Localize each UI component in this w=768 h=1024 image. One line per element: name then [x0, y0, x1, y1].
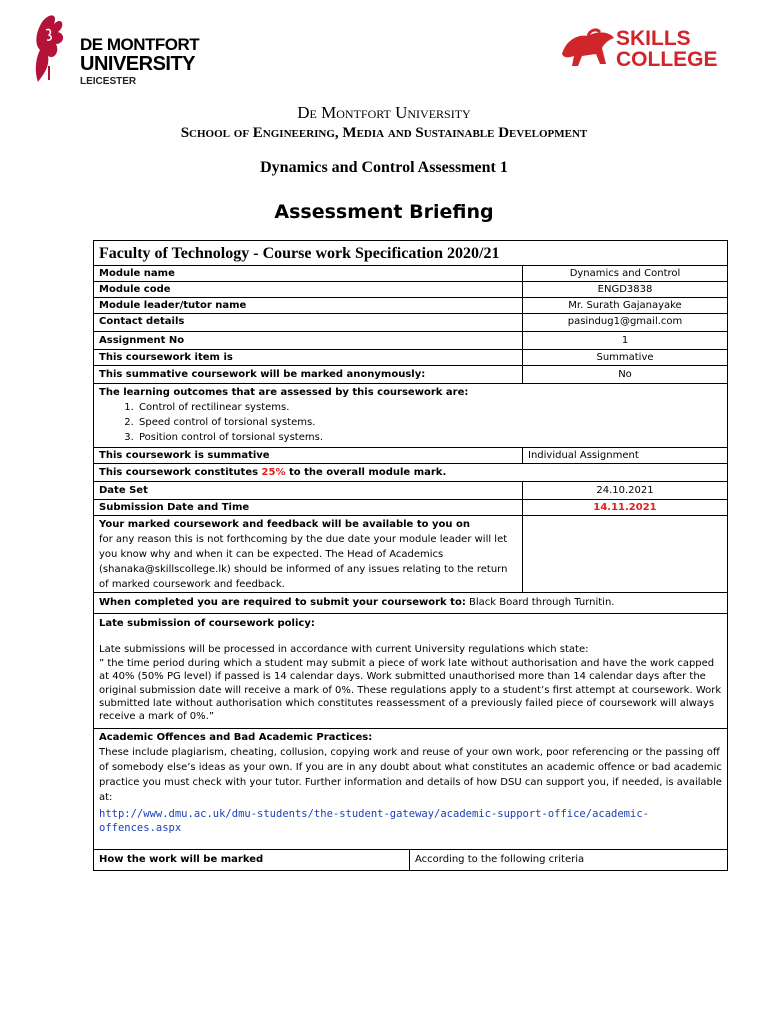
row-label: Module leader/tutor name [94, 298, 523, 314]
skills-logo-line1: SKILLS [616, 27, 691, 50]
table-row [94, 516, 728, 593]
table-row [94, 448, 728, 464]
skills-college-logo [558, 20, 748, 76]
table-row [94, 241, 728, 266]
learning-outcomes [94, 384, 728, 448]
table-row [94, 266, 728, 282]
table-row [94, 728, 728, 849]
feedback-cell [94, 516, 523, 593]
list-item: 2. Speed control of torsional systems. [137, 415, 722, 430]
row-label: This summative coursework will be marked anonymously: [94, 366, 523, 384]
late-policy-text: Late submissions will be processed in accordance with current University regulations which state: [99, 644, 589, 656]
table-row [94, 298, 728, 314]
row-label: This coursework item is [94, 350, 523, 366]
submit-value: Black Board through Turnitin. [465, 597, 615, 608]
briefing-title: Assessment Briefing [274, 201, 494, 223]
table-row [94, 593, 728, 614]
skills-logo-line2: COLLEGE [616, 48, 718, 71]
school-name: School of Engineering, Media and Sustainable Development [180, 125, 588, 141]
row-value: Dynamics and Control [523, 266, 728, 282]
table-row [94, 282, 728, 298]
date-set-value: 24.10.2021 [523, 482, 728, 500]
table-row [94, 849, 728, 870]
submission-date: 14.11.2021 [523, 500, 728, 516]
row-value: Individual Assignment [523, 448, 728, 464]
feedback-value [523, 516, 728, 593]
university-name: De Montfort University [297, 103, 471, 122]
submit-row [94, 593, 728, 614]
weighting-text-pre: This coursework constitutes [99, 467, 262, 478]
dmu-logo-line1: DE MONTFORT [80, 35, 200, 54]
row-value: According to the following criteria [410, 849, 728, 870]
row-value: ENGD3838 [523, 282, 728, 298]
table-row [94, 464, 728, 482]
academic-offences-cell [94, 728, 728, 849]
row-label: Module code [94, 282, 523, 298]
dmu-logo-line2: UNIVERSITY [80, 53, 196, 75]
spec-title: Faculty of Technology - Course work Specification 2020/21 [94, 241, 728, 266]
table-row [94, 482, 728, 500]
lion-icon [558, 24, 618, 74]
list-item: 3. Position control of torsional systems. [137, 430, 722, 445]
table-row [94, 366, 728, 384]
row-value: 1 [523, 332, 728, 350]
row-value: Mr. Surath Gajanayake [523, 298, 728, 314]
outcomes-list [99, 400, 722, 445]
weighting-row [94, 464, 728, 482]
row-label: Contact details [94, 314, 523, 332]
row-label: This coursework is summative [94, 448, 523, 464]
late-policy-cell [94, 614, 728, 729]
outcomes-heading: The learning outcomes that are assessed by this coursework are: [99, 387, 469, 398]
table-row [94, 350, 728, 366]
weighting-text-post: to the overall module mark. [285, 467, 447, 478]
row-value: No [523, 366, 728, 384]
contact-email: pasindug1@gmail.com [523, 314, 728, 332]
submit-label: When completed you are required to submit your coursework to: [99, 597, 466, 608]
row-label: Date Set [94, 482, 523, 500]
feedback-text: for any reason this is not forthcoming by the due date your module leader will let you know why and when it can be expected. The Head of Academics (shanaka@skillscollege.lk) should be informed of any issues relating to the return of marked coursework and feedback. [99, 534, 508, 590]
weighting-percent: 25% [261, 467, 286, 478]
table-row [94, 384, 728, 448]
offences-text: These include plagiarism, cheating, collusion, copying work and reuse of your own work, poor referencing or the passing off of somebody else’s ideas as your own. If you are in any doubt about what constitutes an academic offence or bad academic practice you must check with your tutor. Further information and details of how DSU can support you, if needed, is available at: [99, 746, 722, 803]
row-label: Module name [94, 266, 523, 282]
table-row [94, 614, 728, 729]
dmu-logo-line3: LEICESTER [80, 76, 137, 87]
offences-heading: Academic Offences and Bad Academic Practices: [99, 731, 373, 743]
list-item: 1. Control of rectilinear systems. [137, 400, 722, 415]
assessment-title: Dynamics and Control Assessment 1 [260, 159, 508, 176]
row-label: How the work will be marked [94, 849, 410, 870]
feedback-heading: Your marked coursework and feedback will be available to you on [99, 519, 470, 530]
row-label: Submission Date and Time [94, 500, 523, 516]
late-policy-quote: ” the time period during which a student may submit a piece of work late without authorisation and have the work capped at 40% (50% PG level) if passed is 14 calendar days. Work submitted unauthorised more than 14 calendar days after the original submission date will receive a mark of 0%. These regulations apply to a student’s first attempt at coursework. Work submitted late without authorisation which constitutes reassessment of a previously failed piece of coursework will always receive a mark of 0%.” [99, 657, 722, 723]
table-row [94, 332, 728, 350]
academic-offences-link[interactable]: http://www.dmu.ac.uk/dmu-students/the-student-gateway/academic-support-office/academic-offences.aspx [99, 807, 649, 834]
dmu-logo [32, 10, 202, 90]
late-policy-heading: Late submission of coursework policy: [99, 618, 315, 629]
coursework-spec-table [93, 240, 728, 871]
row-label: Assignment No [94, 332, 523, 350]
row-value: Summative [523, 350, 728, 366]
table-row [94, 314, 728, 332]
table-row [94, 500, 728, 516]
